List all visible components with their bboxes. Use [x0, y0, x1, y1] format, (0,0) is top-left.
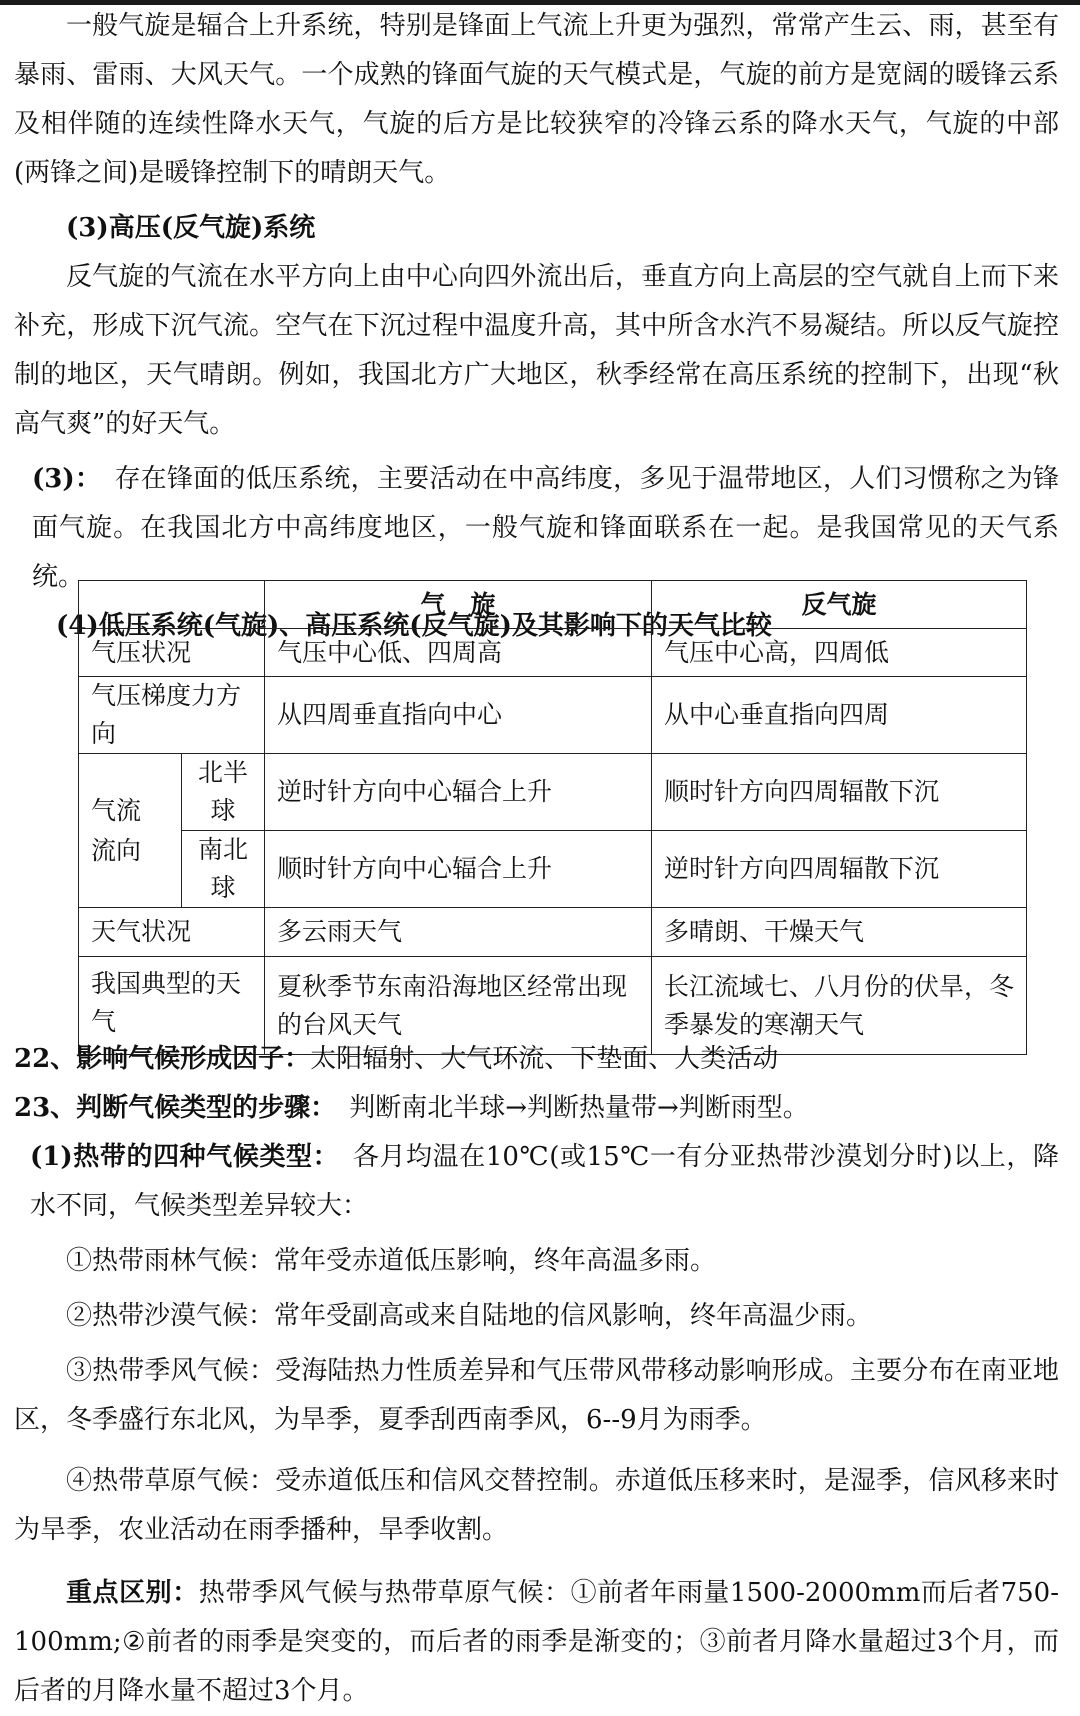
comparison-heading: (4)低压系统(气旋)、高压系统(反气旋)及其影响下的天气比较 — [56, 611, 772, 641]
hemisphere-label: 南北球 — [182, 831, 265, 908]
climate-factors-line — [14, 1035, 1059, 1084]
lower-text-block — [14, 1035, 1059, 1716]
q22-text: 太阳辐射、大气环流、下垫面、人类活动 — [310, 1044, 779, 1074]
table-header-cyclone: 气 旋 — [265, 581, 652, 629]
table-header-row — [79, 581, 1027, 629]
anticyclone-cell: 逆时针方向四周辐散下沉 — [652, 831, 1027, 908]
anticyclone-cell: 气压中心高，四周低 — [652, 629, 1027, 677]
row-label: 气压状况 — [79, 629, 265, 677]
tropical-label: (1)热带的四种气候类型： — [30, 1142, 327, 1172]
hemisphere-label: 北半球 — [182, 754, 265, 831]
frontal-cyclone-label: (3)： — [32, 464, 89, 494]
key-difference-paragraph — [14, 1569, 1059, 1716]
table-row — [79, 677, 1027, 754]
tropical-intro-paragraph — [14, 1133, 1059, 1231]
anticyclone-paragraph: 反气旋的气流在水平方向上由中心向四外流出后，垂直方向上高层的空气就自上而下来补充，形成下沉气流。空气在下沉过程中温度升高，其中所含水汽不易凝结。所以反气旋控制的地区，天气晴朗。例如，我国北方广大地区，秋季经常在高压系统的控制下，出现“秋高气爽”的好天气。 — [14, 262, 1059, 439]
list-item: ④热带草原气候：受赤道低压和信风交替控制。赤道低压移来时，是湿季，信风移来时为旱季，农业活动在雨季播种，旱季收割。 — [14, 1466, 1059, 1545]
key-difference-text: 热带季风气候与热带草原气候：①前者年雨量1500-2000mm而后者750-100mm;②前者的雨季是突变的，而后者的雨季是渐变的；③前者月降水量超过3个月，而后者的月降水量不超过3个月。 — [14, 1578, 1059, 1706]
table-header-anticyclone: 反气旋 — [652, 581, 1027, 629]
table-row — [79, 908, 1027, 957]
climate-steps-line — [14, 1084, 1059, 1133]
list-item: ①热带雨林气候：常年受赤道低压影响，终年高温多雨。 — [66, 1246, 717, 1276]
cyclone-cell: 逆时针方向中心辐合上升 — [265, 754, 652, 831]
cyclone-cell: 多云雨天气 — [265, 908, 652, 957]
comparison-table — [78, 580, 1027, 1055]
cyclone-paragraph: 一般气旋是辐合上升系统，特别是锋面上气流上升更为强烈，常常产生云、雨，甚至有暴雨、雷雨、大风天气。一个成熟的锋面气旋的天气模式是，气旋的前方是宽阔的暖锋云系及相伴随的连续性降水天气，气旋的后方是比较狭窄的冷锋云系的降水天气，气旋的中部(两锋之间)是暖锋控制下的晴朗天气。 — [14, 11, 1059, 188]
row-label: 气压梯度力方向 — [79, 677, 265, 754]
anticyclone-cell: 从中心垂直指向四周 — [652, 677, 1027, 754]
row-label: 天气状况 — [79, 908, 265, 957]
table-row — [79, 629, 1027, 677]
table-row — [79, 831, 1027, 908]
airflow-label: 气流 流向 — [79, 754, 182, 908]
q23-text: 判断南北半球→判断热量带→判断雨型。 — [323, 1093, 809, 1123]
anticyclone-cell: 多晴朗、干燥天气 — [652, 908, 1027, 957]
anticyclone-heading: (3)高压(反气旋)系统 — [66, 213, 316, 243]
anticyclone-cell: 顺时针方向四周辐散下沉 — [652, 754, 1027, 831]
cyclone-cell: 从四周垂直指向中心 — [265, 677, 652, 754]
list-item: ②热带沙漠气候：常年受副高或来自陆地的信风影响，终年高温少雨。 — [66, 1301, 873, 1331]
cyclone-cell: 气压中心低、四周高 — [265, 629, 652, 677]
tropical-text: 各月均温在10℃(或15℃一有分亚热带沙漠划分时)以上，降水不同，气候类型差异较大： — [30, 1142, 1059, 1221]
key-difference-label: 重点区别： — [66, 1578, 199, 1608]
cyclone-cell: 顺时针方向中心辐合上升 — [265, 831, 652, 908]
anticyclone-cell: 长江流域七、八月份的伏旱，冬季暴发的寒潮天气 — [652, 957, 1027, 1055]
table-header-blank — [79, 581, 265, 629]
row-label: 我国典型的天气 — [79, 957, 265, 1055]
q22-label: 22、影响气候形成因子： — [14, 1044, 311, 1074]
q23-label: 23、判断气候类型的步骤： — [14, 1093, 324, 1123]
cyclone-cell: 夏秋季节东南沿海地区经常出现的台风天气 — [265, 957, 652, 1055]
upper-text-block — [14, 2, 1059, 651]
frontal-cyclone-text: 存在锋面的低压系统，主要活动在中高纬度，多见于温带地区，人们习惯称之为锋面气旋。在我国北方中高纬度地区，一般气旋和锋面联系在一起。是我国常见的天气系统。 — [32, 464, 1059, 592]
table-row — [79, 754, 1027, 831]
list-item: ③热带季风气候：受海陆热力性质差异和气压带风带移动影响形成。主要分布在南亚地区，冬季盛行东北风，为旱季，夏季刮西南季风，6--9月为雨季。 — [14, 1356, 1059, 1435]
